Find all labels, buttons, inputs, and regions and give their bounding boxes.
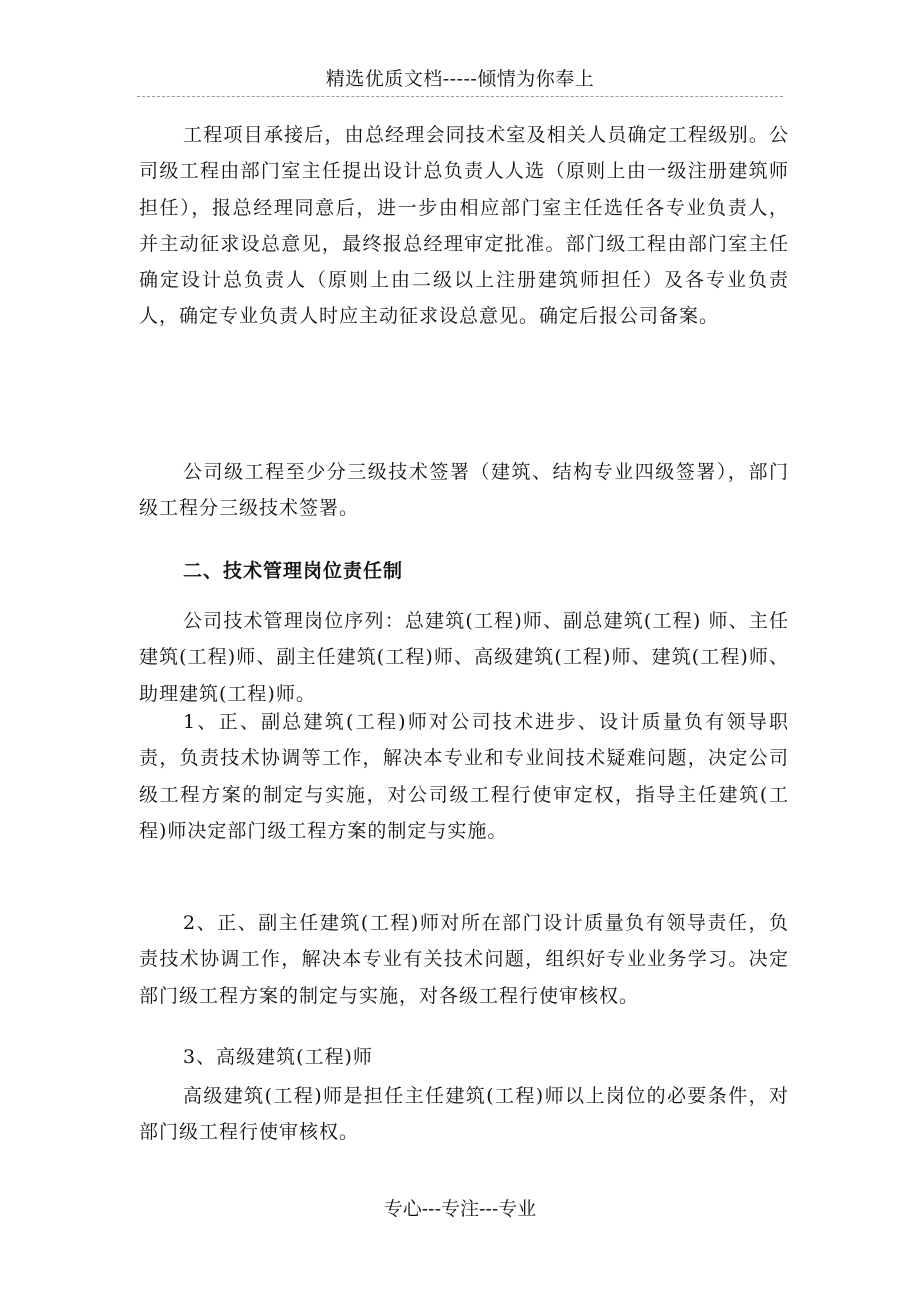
page-header: 精选优质文档-----倾情为你奉上 [325,68,595,90]
header-divider [137,96,783,97]
paragraph-senior-engineer: 高级建筑(工程)师是担任主任建筑(工程)师以上岗位的必要条件，对部门级工程行使审核权。 [139,1085,789,1144]
paragraph-chief-engineer: 1、正、副总建筑(工程)师对公司技术进步、设计质量负有领导职责，负责技术协调等工作，解决本专业和专业间技术疑难问题，决定公司级工程方案的制定与实施，对公司级工程行使审定权，指导主任建筑(工程)师决定部门级工程方案的制定与实施。 [139,711,789,842]
page-footer: 专心---专注---专业 [383,1198,537,1220]
paragraph-director-engineer: 2、正、副主任建筑(工程)师对所在部门设计质量负有领导责任，负责技术协调工作，解决本专业有关技术问题，组织好专业业务学习。决定部门级工程方案的制定与实施，对各级工程行使审核权。 [139,912,789,1007]
section-heading: 二、技术管理岗位责任制 [183,560,404,582]
paragraph-senior-title: 3、高级建筑(工程)师 [183,1046,373,1068]
paragraph-technical-signoff: 公司级工程至少分三级技术签署（建筑、结构专业四级签署），部门级工程分三级技术签署。 [139,461,789,520]
paragraph-project-level: 工程项目承接后，由总经理会同技术室及相关人员确定工程级别。公司级工程由部门室主任提出设计总负责人人选（原则上由一级注册建筑师担任），报总经理同意后，进一步由相应部门室主任选任各专业负责人，并主动征求设总意见，最终报总经理审定批准。部门级工程由部门室主任确定设计总负责人（原则上由二级以上注册建筑师担任）及各专业负责人，确定专业负责人时应主动征求设总意见。确定后报公司备案。 [139,124,789,328]
paragraph-position-sequence: 公司技术管理岗位序列：总建筑(工程)师、副总建筑(工程) 师、主任建筑(工程)师、副主任建筑(工程)师、高级建筑(工程)师、建筑(工程)师、助理建筑(工程)师。 [139,610,789,705]
